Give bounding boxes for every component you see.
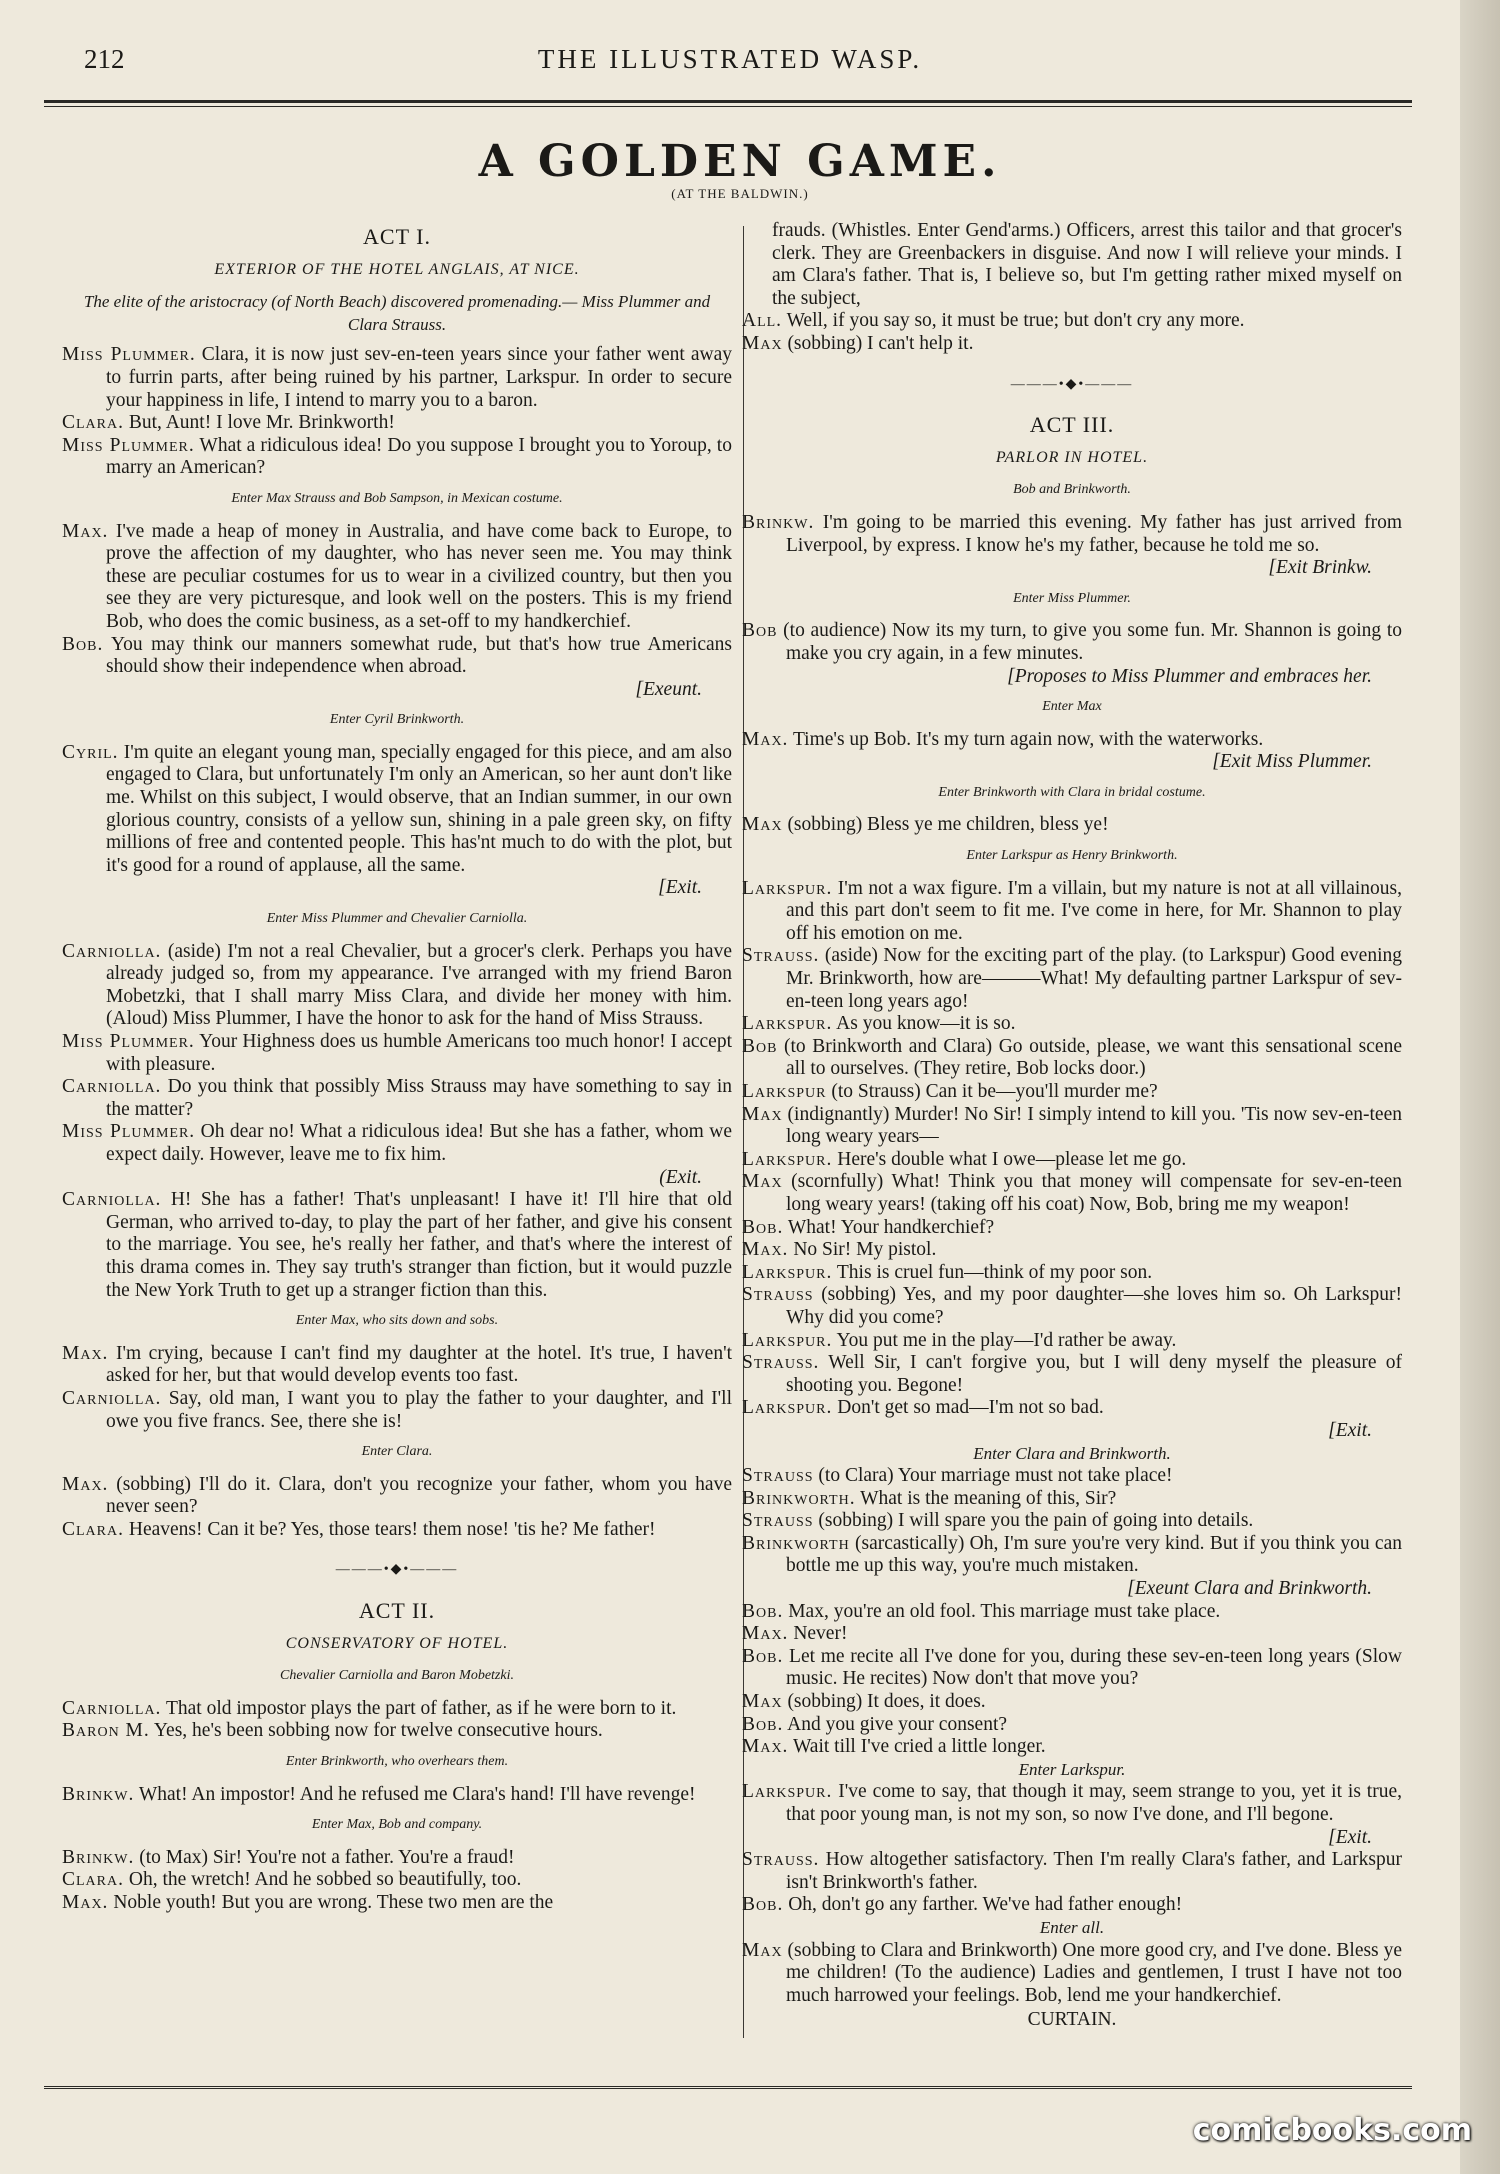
act-title: ACT II.	[358, 1598, 436, 1624]
speaker: Baron M.	[62, 1720, 150, 1742]
dialogue-line	[742, 620, 1402, 688]
scene-heading: PARLOR IN HOTEL.	[995, 448, 1149, 466]
act-title: ACT III.	[1029, 412, 1115, 438]
line-text: (sobbing) I will spare you the pain of going into details.	[813, 1510, 1254, 1532]
line-text: I've made a heap of money in Australia, and have come back to Europe, to prove the affection of my daughter, who has never seen me. You may think these are peculiar costumes for us to wear in a civilized country, but then you see they are very picturesque, and look well on the posters. This is my friend Bob, who does the comic business, as a set-off to my handkerchief.	[106, 520, 732, 632]
line-text: Say, old man, I want you to play the father to your daughter, and I'll owe you five francs. See, there she is!	[106, 1387, 732, 1432]
stage-direction: Enter Larkspur.	[1018, 1759, 1126, 1779]
line-text: Here's double what I owe—please let me go.	[832, 1148, 1187, 1170]
line-text: (sobbing) Bless ye me children, bless ye!	[782, 814, 1109, 836]
speaker: Brinkw.	[62, 1783, 135, 1805]
stage-direction: Enter Max Strauss and Bob Sampson, in Mexican costume.	[231, 490, 563, 506]
dialogue-line	[742, 945, 1402, 1013]
dialogue-line	[742, 1781, 1402, 1849]
line-text: I've come to say, that though it may, seem strange to you, yet it is true, that poor young man, is not my son, so now I've done, and I'll begone.	[786, 1781, 1402, 1825]
dialogue-line	[742, 1262, 1402, 1285]
line-text: Don't get so mad—I'm not so bad.	[832, 1397, 1104, 1419]
stage-direction: Enter Miss Plummer and Chevalier Carniolla.	[266, 911, 528, 927]
speaker: Brinkw.	[62, 1846, 135, 1868]
line-text: Time's up Bob. It's my turn again now, with the waterworks.	[788, 728, 1264, 750]
dialogue-line	[62, 1343, 732, 1388]
dialogue-line	[62, 1869, 732, 1892]
line-text: Let me recite all I've done for you, during these sev-en-teen long years (Slow music. He recites) Now don't that move you?	[783, 1645, 1402, 1690]
dialogue-line	[62, 1720, 732, 1743]
line-text: Oh dear no! What a ridiculous idea! But she has a father, whom we expect daily. However, leave me to fix him.	[106, 1121, 732, 1165]
line-text: But, Aunt! I love Mr. Brinkworth!	[124, 412, 395, 434]
dialogue-line	[742, 1646, 1402, 1691]
line-text: What a ridiculous idea! Do you suppose I brought you to Yoroup, to marry an American?	[106, 434, 732, 479]
line-text: (to Clara) Your marriage must not take place!	[813, 1465, 1173, 1487]
speaker: Brinkworth.	[742, 1487, 856, 1509]
line-text: (scornfully) What! Think you that money will compensate for sev-en-teen long weary years! (taking off his coat) Now, Bob, bring me my weapon!	[782, 1171, 1402, 1215]
line-text: Never!	[788, 1623, 848, 1645]
line-text: You put me in the play—I'd rather be away.	[832, 1329, 1177, 1351]
speaker: Bob.	[742, 1713, 784, 1735]
speaker: Bob.	[742, 1645, 784, 1667]
dialogue-line	[742, 1239, 1402, 1262]
speaker: Carniolla.	[62, 1076, 162, 1098]
speaker: Max.	[62, 1892, 109, 1913]
dialogue-line	[62, 1519, 732, 1542]
dialogue-line	[742, 1104, 1402, 1149]
scene-heading: CONSERVATORY OF HOTEL.	[285, 1634, 509, 1652]
dialogue-line	[742, 310, 1402, 333]
dialogue-line	[62, 1121, 732, 1189]
line-text: (sobbing to Clara and Brinkworth) One more good cry, and I've done. Bless ye me children! (To the audience) Ladies and gentlemen, I trust I have not too much harrowed your feelings. Bob, lend me your handkerchief.	[782, 1939, 1402, 2006]
exit-direction: [Exit Brinkw.	[1268, 557, 1372, 579]
line-text: Wait till I've cried a little longer.	[788, 1736, 1046, 1758]
left-column	[62, 222, 732, 1915]
speaker: Bob	[742, 620, 778, 642]
line-text: (to Brinkworth and Clara) Go outside, please, we want this sensational scene all to ourselves. (They retire, Bob locks door.)	[777, 1035, 1402, 1080]
speaker: Strauss	[742, 1284, 814, 1306]
footer-rule	[44, 2086, 1412, 2089]
speaker: Clara.	[62, 1869, 124, 1891]
dialogue-line	[742, 814, 1402, 837]
dialogue-line	[742, 1940, 1402, 2008]
act-title: ACT I.	[363, 224, 431, 249]
speaker: Max.	[62, 520, 109, 542]
article-title: A GOLDEN GAME.	[478, 136, 1002, 187]
speaker: Larkspur.	[742, 877, 833, 899]
exit-direction: [Exeunt.	[635, 678, 702, 700]
line-text: H! She has a father! That's unpleasant! I have it! I'll hire that old German, who arrived to-day, to play the part of her father, and give his consent to the marriage. You see, he's really her father, and that's where the interest of this drama comes in. They say truth's stranger than fiction, but it would puzzle the New York Truth to get up a stranger fiction than this.	[106, 1189, 732, 1301]
line-text: Well Sir, I can't forgive you, but I will deny myself the pleasure of shooting you. Begone!	[786, 1352, 1402, 1396]
speaker: Max	[742, 1939, 783, 1961]
speaker: Larkspur	[742, 1081, 827, 1102]
page-edge	[1460, 0, 1500, 2174]
dialogue-line	[62, 1784, 732, 1807]
speaker: Max.	[742, 728, 789, 750]
dialogue-line	[742, 1352, 1402, 1397]
dialogue-line	[742, 1013, 1402, 1036]
exit-direction: [Exeunt Clara and Brinkworth.	[1127, 1578, 1372, 1600]
speaker: Bob.	[62, 633, 104, 655]
line-text: I'm crying, because I can't find my daughter at the hotel. It's true, I haven't asked for her, but that would develop events too fast.	[106, 1342, 732, 1387]
dialogue-line	[742, 1623, 1402, 1646]
dialogue-line	[742, 1714, 1402, 1737]
dialogue-line	[742, 1171, 1402, 1216]
dialogue-line	[742, 1081, 1402, 1104]
line-text: Well, if you say so, it must be true; but don't cry any more.	[782, 310, 1245, 332]
speaker: Max	[742, 1103, 783, 1125]
stage-direction: Enter Cyril Brinkworth.	[329, 712, 465, 728]
header-rule	[44, 100, 1412, 103]
speaker: Bob.	[742, 1600, 784, 1622]
dialogue-line	[62, 1388, 732, 1433]
speaker: Strauss.	[742, 1849, 820, 1871]
stage-direction: Enter all.	[1039, 1917, 1105, 1937]
header-rule-thin	[44, 106, 1412, 107]
speaker: Bob.	[742, 1894, 784, 1916]
dialogue-line	[62, 412, 732, 435]
dialogue-line	[742, 878, 1402, 946]
dialogue-line	[62, 521, 732, 634]
line-text: Max, you're an old fool. This marriage must take place.	[783, 1600, 1221, 1622]
line-text: This is cruel fun—think of my poor son.	[832, 1261, 1153, 1283]
line-text: (to Strauss) Can it be—you'll murder me?	[826, 1081, 1158, 1102]
speaker: Max.	[742, 1623, 789, 1645]
line-text: How altogether satisfactory. Then I'm really Clara's father, and Larkspur isn't Brinkworth's father.	[786, 1849, 1402, 1893]
speaker: Larkspur.	[742, 1148, 833, 1170]
dialogue-line	[742, 1601, 1402, 1624]
line-text: What! Your handkerchief?	[783, 1216, 995, 1238]
exit-direction: (Exit.	[659, 1166, 702, 1188]
speaker: Miss Plummer.	[62, 1121, 196, 1143]
line-text: Do you think that possibly Miss Strauss may have something to say in the matter?	[106, 1076, 732, 1120]
dialogue-line	[742, 1284, 1402, 1329]
dialogue-line	[742, 1397, 1402, 1442]
line-text: (aside) I'm not a real Chevalier, but a grocer's clerk. Perhaps you have already judged so, from my appearance. I've arranged with my friend Baron Mobetzki, that I shall marry Miss Clara, and divide her money with him. (Aloud) Miss Plummer, I have the honor to ask for the hand of Miss Strauss.	[106, 940, 732, 1030]
speaker: Max	[742, 1171, 783, 1193]
speaker: Max	[742, 1691, 783, 1713]
line-text: What! An impostor! And he refused me Clara's hand! I'll have revenge!	[134, 1783, 696, 1805]
speaker: Max.	[62, 1342, 109, 1364]
line-text: (indignantly) Murder! No Sir! I simply intend to kill you. 'Tis now sev-en-teen long weary years—	[782, 1103, 1402, 1148]
dialogue-line	[62, 1076, 732, 1121]
line-text: (to audience) Now its my turn, to give you some fun. Mr. Shannon is going to make you cry again, in a few minutes.	[777, 620, 1402, 664]
dialogue-line	[742, 1510, 1402, 1533]
speaker: Carniolla.	[62, 1387, 162, 1409]
dialogue-line	[742, 1488, 1402, 1511]
speaker: Miss Plummer.	[62, 434, 195, 456]
exit-direction: [Exit.	[1328, 1826, 1372, 1848]
exit-direction: [Proposes to Miss Plummer and embraces her.	[1007, 665, 1372, 687]
speaker: Miss Plummer.	[62, 344, 196, 366]
speaker: Miss Plummer.	[62, 1031, 195, 1052]
exit-direction: [Exit Miss Plummer.	[1212, 751, 1372, 773]
line-text: What is the meaning of this, Sir?	[855, 1487, 1117, 1509]
speaker: Brinkworth	[742, 1532, 850, 1554]
line-text: Oh, don't go any farther. We've had father enough!	[783, 1894, 1183, 1916]
speaker: Clara.	[62, 412, 124, 434]
dialogue-line	[62, 1031, 732, 1076]
line-text: Your Highness does us humble Americans too much honor! I accept with pleasure.	[106, 1031, 732, 1075]
line-text: (sobbing) It does, it does.	[782, 1691, 986, 1713]
line-text: (sobbing) I'll do it. Clara, don't you recognize your father, whom you have never seen?	[106, 1473, 732, 1518]
dialogue-line	[742, 1465, 1402, 1488]
speaker: Strauss	[742, 1510, 814, 1532]
speaker: Strauss	[742, 1465, 814, 1487]
dialogue-line	[62, 941, 732, 1031]
dialogue-line	[62, 1847, 732, 1870]
dialogue-line	[62, 344, 732, 412]
line-text: As you know—it is so.	[832, 1013, 1016, 1035]
line-text: (sobbing) Yes, and my poor daughter—she loves him so. Oh Larkspur! Why did you come?	[786, 1284, 1402, 1328]
dialogue-line	[62, 435, 732, 480]
speaker: Larkspur.	[742, 1013, 833, 1035]
dialogue-line	[62, 1698, 732, 1721]
ornament-divider: ———•◆•———	[335, 1562, 459, 1578]
speaker: Strauss.	[742, 945, 820, 967]
speaker: Brinkw.	[742, 511, 815, 533]
line-text: Oh, the wretch! And he sobbed so beautifully, too.	[124, 1869, 522, 1891]
stage-direction: Enter Max	[1042, 699, 1102, 715]
stage-direction: Enter Brinkworth, who overhears them.	[285, 1754, 509, 1770]
dialogue-line	[62, 742, 732, 900]
speaker: Larkspur.	[742, 1261, 833, 1283]
line-text: I'm going to be married this evening. My father has just arrived from Liverpool, by express. I know he's my father, because he told me so.	[786, 511, 1402, 556]
speaker: Cyril.	[62, 741, 119, 763]
scene-intro: The elite of the aristocracy (of North Beach) discovered promenading.— Miss Plummer and Clara Strauss.	[83, 292, 711, 334]
dialogue-line	[742, 1691, 1402, 1714]
exit-direction: [Exit.	[658, 877, 702, 899]
scene-heading: EXTERIOR OF THE HOTEL ANGLAIS, AT NICE.	[214, 260, 580, 278]
line-text: Heavens! Can it be? Yes, those tears! them nose! 'tis he? Me father!	[124, 1518, 656, 1540]
line-text: No Sir! My pistol.	[788, 1239, 937, 1261]
dialogue-line	[742, 1736, 1402, 1759]
line-text: Yes, he's been sobbing now for twelve consecutive hours.	[149, 1720, 603, 1742]
speaker: Larkspur.	[742, 1781, 833, 1803]
stage-direction: Enter Miss Plummer.	[1013, 590, 1131, 606]
dialogue-line	[742, 1330, 1402, 1353]
speaker: Max.	[742, 1736, 789, 1758]
dialogue-line	[742, 1036, 1402, 1081]
line-text: (sobbing) I can't help it.	[782, 332, 974, 354]
stage-direction: Enter Larkspur as Henry Brinkworth.	[966, 848, 1178, 864]
speaker: Max	[742, 814, 783, 836]
line-text: (sarcastically) Oh, I'm sure you're very kind. But if you think you can bottle me up this way, you're much mistaken.	[786, 1532, 1402, 1577]
line-text: (aside) Now for the exciting part of the play. (to Larkspur) Good evening Mr. Brinkworth, how are———What! My defaulting partner Larkspur of sev-en-teen long years ago!	[786, 945, 1402, 1012]
speaker: All.	[742, 310, 783, 332]
dialogue-line	[742, 1217, 1402, 1240]
line-text: Noble youth! But you are wrong. These two men are the	[108, 1892, 554, 1913]
watermark-logo: comicbooks.com	[1192, 2113, 1472, 2148]
speaker: Carniolla.	[62, 1189, 162, 1211]
right-column	[742, 220, 1402, 2032]
speaker: Larkspur.	[742, 1329, 833, 1351]
stage-direction: Enter Max, Bob and company.	[311, 1817, 483, 1833]
dialogue-line	[742, 729, 1402, 774]
curtain-line: CURTAIN.	[1027, 2009, 1117, 2031]
stage-direction: Enter Clara.	[361, 1444, 433, 1460]
speaker: Max	[742, 332, 783, 354]
ornament-divider: ———•◆•———	[1010, 376, 1134, 392]
dialogue-line	[62, 1474, 732, 1519]
speaker: Clara.	[62, 1518, 124, 1540]
page-number: 212	[84, 44, 125, 74]
magazine-title: THE ILLUSTRATED WASP.	[537, 44, 923, 74]
dialogue-line	[742, 512, 1402, 580]
scene-intro: Chevalier Carniolla and Baron Mobetzki.	[280, 1668, 514, 1684]
speaker: Carniolla.	[62, 940, 162, 962]
line-text: I'm quite an elegant young man, specially engaged for this piece, and am also engaged to Clara, but unfortunately I'm only an American, so her aunt don't like me. Whilst on this subject, I would observe, that an Indian summer, in our own glorious country, consists of a yellow sun, shining in a pale green sky, on fifty millions of free and contented people. This has'nt much to do with the plot, but it's good for a round of applause, all the same.	[106, 741, 732, 876]
dialogue-line	[62, 1892, 732, 1915]
speaker: Carniolla.	[62, 1697, 162, 1719]
speaker: Strauss.	[742, 1352, 820, 1374]
line-text: That old impostor plays the part of father, as if he were born to it.	[161, 1697, 677, 1719]
dialogue-line	[62, 1189, 732, 1302]
dialogue-line	[742, 1533, 1402, 1601]
speaker: Bob	[742, 1035, 778, 1057]
line-text: You may think our manners somewhat rude, but that's how true Americans should show their independence when abroad.	[103, 633, 732, 678]
scene-intro: Bob and Brinkworth.	[1013, 482, 1131, 498]
exit-direction: [Exit.	[1328, 1419, 1372, 1441]
dialogue-line	[742, 333, 1402, 356]
stage-direction: Enter Brinkworth with Clara in bridal costume.	[938, 784, 1206, 800]
dialogue-line	[742, 1894, 1402, 1917]
article-subtitle: (AT THE BALDWIN.)	[671, 186, 809, 201]
line-text: Clara, it is now just sev-en-teen years since your father went away to furrin parts, after being ruined by his partner, Larkspur. In order to secure your happiness in life, I intend to marry you to a baron.	[106, 344, 732, 411]
line-text: (to Max) Sir! You're not a father. You're a fraud!	[134, 1846, 515, 1868]
continued-line: frauds. (Whistles. Enter Gend'arms.) Officers, arrest this tailor and that grocer's clerk. They are Greenbackers in disguise. And now I will relieve your minds. I am Clara's father. That is, I believe so, but I'm getting rather mixed myself on the subject,	[772, 220, 1402, 309]
dialogue-line	[62, 634, 732, 702]
stage-direction: Enter Clara and Brinkworth.	[973, 1443, 1171, 1463]
dialogue-line	[742, 1849, 1402, 1894]
speaker: Larkspur.	[742, 1397, 833, 1419]
dialogue-line	[742, 1149, 1402, 1172]
stage-direction: Enter Max, who sits down and sobs.	[295, 1313, 499, 1329]
speaker: Max.	[742, 1239, 789, 1261]
speaker: Bob.	[742, 1216, 784, 1238]
page-header	[60, 44, 1400, 94]
speaker: Max.	[62, 1473, 109, 1495]
line-text: And you give your consent?	[783, 1713, 1008, 1735]
line-text: I'm not a wax figure. I'm a villain, but my nature is not at all villainous, and this part don't seem to fit me. I've come in here, for Mr. Shannon to play off his emotion on me.	[786, 877, 1402, 944]
